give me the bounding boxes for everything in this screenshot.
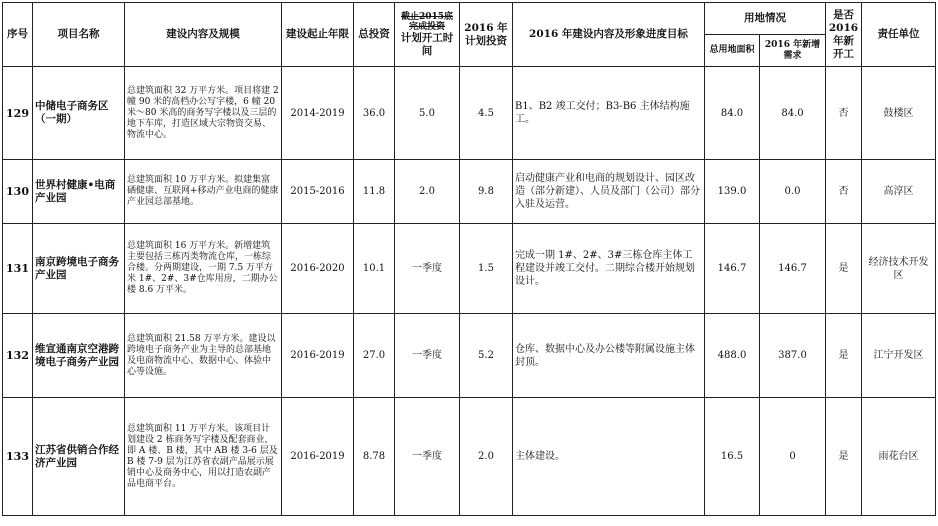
row-total: 8.78 bbox=[354, 398, 395, 516]
row-name: 南京跨境电子商务产业园 bbox=[33, 224, 125, 314]
row-name: 世界村健康•电商产业园 bbox=[33, 160, 125, 224]
row-invest: 1.5 bbox=[460, 224, 513, 314]
project-table bbox=[2, 2, 936, 516]
row-name: 中储电子商务区（一期） bbox=[33, 67, 125, 160]
row-new-start: 否 bbox=[826, 67, 862, 160]
row-unit: 鼓楼区 bbox=[862, 67, 936, 160]
header-total: 总投资 bbox=[354, 3, 395, 67]
row-unit: 经济技术开发区 bbox=[862, 224, 936, 314]
header-unit: 责任单位 bbox=[862, 3, 936, 67]
row-seq: 130 bbox=[3, 160, 33, 224]
table-row bbox=[3, 314, 936, 398]
row-period: 2016-2019 bbox=[282, 314, 354, 398]
row-land-total: 16.5 bbox=[705, 398, 760, 516]
header-content: 建设内容及规模 bbox=[125, 3, 282, 67]
header-seq: 序号 bbox=[3, 3, 33, 67]
row-total: 10.1 bbox=[354, 224, 395, 314]
row-unit: 雨花台区 bbox=[862, 398, 936, 516]
table-header bbox=[3, 3, 936, 67]
table-row bbox=[3, 67, 936, 160]
row-seq: 133 bbox=[3, 398, 33, 516]
row-total: 11.8 bbox=[354, 160, 395, 224]
row-new-start: 是 bbox=[826, 398, 862, 516]
table-row bbox=[3, 224, 936, 314]
row-invest: 9.8 bbox=[460, 160, 513, 224]
table-row bbox=[3, 398, 936, 516]
row-unit: 江宁开发区 bbox=[862, 314, 936, 398]
row-start: 5.0 bbox=[395, 67, 460, 160]
header-land-new: 2016 年新增需求 bbox=[760, 35, 826, 67]
row-period: 2016-2019 bbox=[282, 398, 354, 516]
row-land-new: 387.0 bbox=[760, 314, 826, 398]
row-content: 总建筑面积 32 万平方米。项目将建 2 幢 90 米的高档办公写字楼，6 幢 20 米～80 米高的商务写字楼以及三层的地下车库，打造区域大宗物资交易、物流中心。 bbox=[125, 67, 282, 160]
header-start bbox=[395, 3, 460, 67]
row-content: 总建筑面积 10 万平方米。拟建集富硒健康、互联网+移动产业电商的健康产业园总部基地。 bbox=[125, 160, 282, 224]
row-total: 36.0 bbox=[354, 67, 395, 160]
header-plan-start: 计划开工时间 bbox=[400, 31, 454, 57]
row-start: 一季度 bbox=[395, 398, 460, 516]
header-period: 建设起止年限 bbox=[282, 3, 354, 67]
row-invest: 5.2 bbox=[460, 314, 513, 398]
row-start: 2.0 bbox=[395, 160, 460, 224]
header-new-start: 是否 2016 年新开工 bbox=[826, 3, 862, 67]
row-seq: 131 bbox=[3, 224, 33, 314]
header-progress2016: 2016 年建设内容及形象进度目标 bbox=[513, 3, 705, 67]
row-content: 总建筑面积 16 万平方米。新增建筑主要包括三栋丙类物流仓库，一栋综合楼。分两期建设，一期 7.5 万平方米 1#、2#、3#仓库用房，二期办公楼 8.6 万平米。 bbox=[125, 224, 282, 314]
row-progress: 主体建设。 bbox=[513, 398, 705, 516]
row-seq: 129 bbox=[3, 67, 33, 160]
row-progress: 启动健康产业和电商的规划设计、园区改造（部分新建）、人员及部门（公司）部分入驻及运营。 bbox=[513, 160, 705, 224]
row-period: 2014-2019 bbox=[282, 67, 354, 160]
row-progress: 完成一期 1#、2#、3#三栋仓库主体工程建设并竣工交付。二期综合楼开始规划设计。 bbox=[513, 224, 705, 314]
row-name: 江苏省供销合作经济产业园 bbox=[33, 398, 125, 516]
row-unit: 高淳区 bbox=[862, 160, 936, 224]
header-land: 用地情况 bbox=[705, 3, 826, 35]
row-content: 总建筑面积 21.58 万平方米。建设以跨境电子商务产业为主导的总部基地及电商物流中心、数据中心、体验中心等设施。 bbox=[125, 314, 282, 398]
table-row bbox=[3, 160, 936, 224]
row-progress: B1、B2 竣工交付；B3-B6 主体结构施工。 bbox=[513, 67, 705, 160]
row-land-total: 488.0 bbox=[705, 314, 760, 398]
header-land-total: 总用地面积 bbox=[705, 35, 760, 67]
row-land-new: 0 bbox=[760, 398, 826, 516]
row-land-new: 146.7 bbox=[760, 224, 826, 314]
table-body bbox=[3, 67, 936, 516]
row-invest: 4.5 bbox=[460, 67, 513, 160]
row-new-start: 否 bbox=[826, 160, 862, 224]
row-start: 一季度 bbox=[395, 224, 460, 314]
row-land-total: 139.0 bbox=[705, 160, 760, 224]
row-land-total: 146.7 bbox=[705, 224, 760, 314]
row-invest: 2.0 bbox=[460, 398, 513, 516]
row-progress: 仓库、数据中心及办公楼等附属设施主体封顶。 bbox=[513, 314, 705, 398]
header-cutoff-strikethrough: 截止2015底完成投资 bbox=[400, 11, 454, 32]
row-total: 27.0 bbox=[354, 314, 395, 398]
row-new-start: 是 bbox=[826, 314, 862, 398]
row-land-new: 84.0 bbox=[760, 67, 826, 160]
row-start: 一季度 bbox=[395, 314, 460, 398]
header-name: 项目名称 bbox=[33, 3, 125, 67]
row-period: 2015-2016 bbox=[282, 160, 354, 224]
row-new-start: 是 bbox=[826, 224, 862, 314]
row-seq: 132 bbox=[3, 314, 33, 398]
row-content: 总建筑面积 11 万平方米。该项目计划建设 2 栋商务写字楼及配套商业，即 A 楼、B 楼，其中 AB 楼 3-6 层及 B 楼 7-9 层为江苏省农副产品展示展销中心及商务中心，用以打造农副产品电商平台。 bbox=[125, 398, 282, 516]
row-land-total: 84.0 bbox=[705, 67, 760, 160]
header-invest2016: 2016 年计划投资 bbox=[460, 3, 513, 67]
row-land-new: 0.0 bbox=[760, 160, 826, 224]
row-name: 维宣通南京空港跨境电子商务产业园 bbox=[33, 314, 125, 398]
row-period: 2016-2020 bbox=[282, 224, 354, 314]
project-table-sheet bbox=[2, 2, 935, 516]
